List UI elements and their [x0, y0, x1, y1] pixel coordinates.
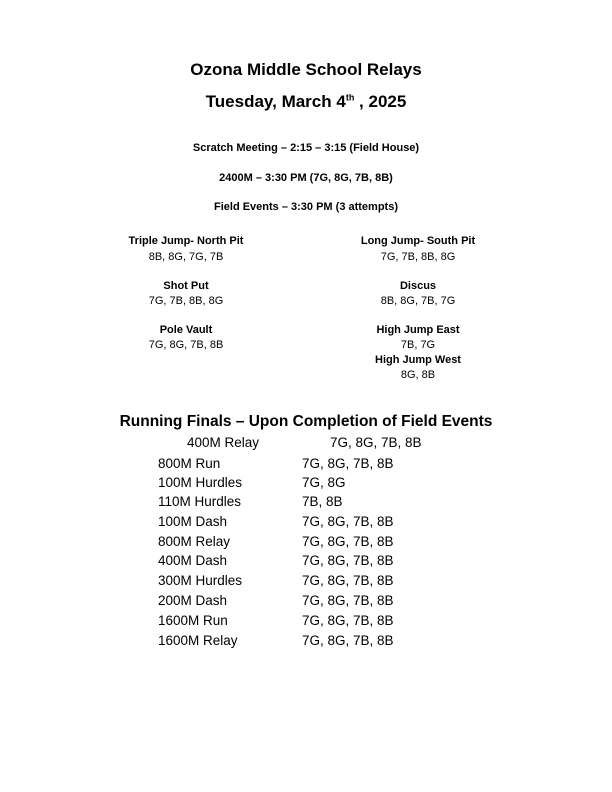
- event-name: Triple Jump- North Pit: [128, 235, 244, 247]
- running-grades: 7G, 8G, 7B, 8B: [330, 435, 422, 450]
- event-name: Long Jump- South Pit: [360, 235, 476, 247]
- event-grades: 7G, 8G, 7B, 8B: [148, 339, 224, 351]
- event-grades: 8G, 8B: [400, 369, 436, 381]
- running-grades: 7G, 8G, 7B, 8B: [302, 633, 394, 648]
- running-event: 200M Dash: [158, 593, 228, 608]
- event-name: High Jump East: [376, 324, 460, 336]
- date-year: , 2025: [354, 92, 407, 111]
- event-name: Pole Vault: [159, 324, 213, 336]
- running-finals-title: Running Finals – Upon Completion of Field Events: [119, 413, 493, 430]
- running-grades: 7G, 8G, 7B, 8B: [302, 573, 394, 588]
- run-2400m: 2400M – 3:30 PM (7G, 8G, 7B, 8B): [219, 172, 393, 184]
- running-grades: 7G, 8G, 7B, 8B: [302, 553, 394, 568]
- event-name: Discus: [399, 280, 437, 292]
- running-grades: 7B, 8B: [302, 494, 343, 509]
- running-grades: 7G, 8G, 7B, 8B: [302, 514, 394, 529]
- event-name: High Jump West: [375, 354, 461, 366]
- running-event: 800M Relay: [158, 534, 231, 549]
- field-events-time: Field Events – 3:30 PM (3 attempts): [214, 201, 398, 213]
- date-ordinal: th: [345, 92, 355, 103]
- scratch-meeting: Scratch Meeting – 2:15 – 3:15 (Field House): [192, 142, 420, 154]
- running-event: 1600M Relay: [158, 633, 238, 648]
- page-title: Ozona Middle School Relays: [190, 60, 422, 79]
- running-grades: 7G, 8G, 7B, 8B: [302, 456, 394, 471]
- running-grades: 7G, 8G, 7B, 8B: [302, 613, 394, 628]
- running-event: 100M Dash: [158, 514, 228, 529]
- running-event: 110M Hurdles: [158, 494, 242, 509]
- running-event: 100M Hurdles: [158, 475, 243, 490]
- event-grades: 8B, 8G, 7G, 7B: [148, 251, 224, 263]
- event-name: Shot Put: [163, 280, 209, 292]
- running-event: 300M Hurdles: [158, 573, 243, 588]
- running-event: 800M Run: [158, 456, 221, 471]
- event-grades: 7G, 7B, 8B, 8G: [148, 295, 224, 307]
- running-event: 1600M Run: [158, 613, 228, 628]
- running-grades: 7G, 8G, 7B, 8B: [302, 593, 394, 608]
- event-grades: 7B, 7G: [400, 339, 436, 351]
- event-grades: 7G, 7B, 8B, 8G: [380, 251, 456, 263]
- running-grades: 7G, 8G, 7B, 8B: [302, 534, 394, 549]
- running-grades: 7G, 8G: [302, 475, 346, 490]
- running-event: 400M Dash: [158, 553, 228, 568]
- event-grades: 8B, 8G, 7B, 7G: [380, 295, 456, 307]
- event-date: [0, 92, 612, 112]
- date-text: Tuesday, March 4: [205, 92, 346, 111]
- running-event: 400M Relay: [187, 435, 260, 450]
